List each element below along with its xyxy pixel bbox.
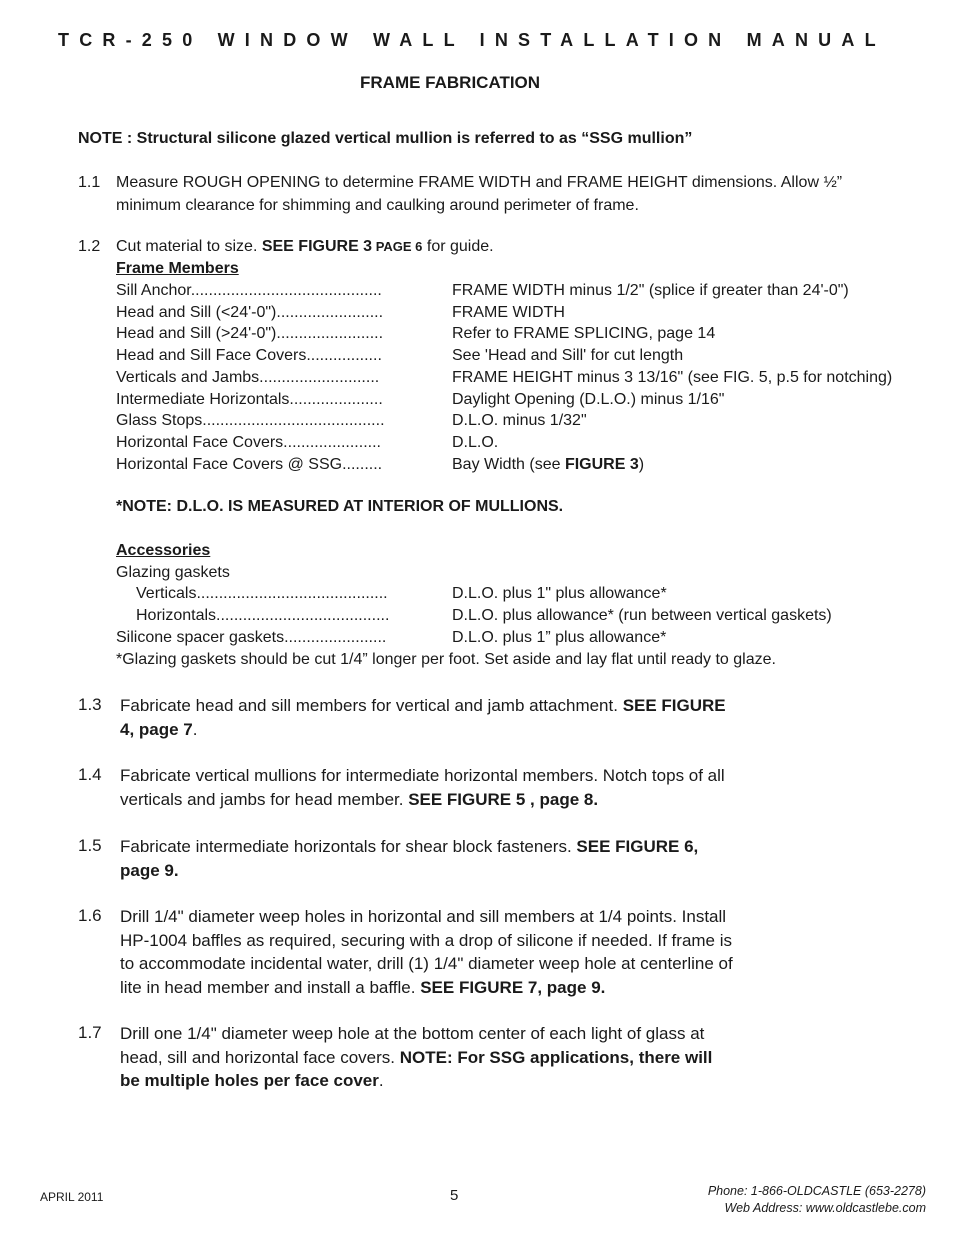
member-label: Glass Stops......................................... xyxy=(116,412,385,429)
member-value: D.L.O. minus 1/32" xyxy=(452,412,587,429)
page-reference: PAGE 6 xyxy=(372,239,423,254)
accessory-label: Verticals........................................... xyxy=(136,585,388,602)
step-line xyxy=(120,718,726,742)
step-number: 1.5 xyxy=(78,836,102,855)
step-number: 1.2 xyxy=(78,238,101,255)
step-line: Measure ROUGH OPENING to determine FRAME WIDTH and FRAME HEIGHT dimensions. Allow ½” xyxy=(116,174,843,191)
member-label: Sill Anchor........................................... xyxy=(116,282,382,299)
page-reference: page 9. xyxy=(120,861,179,880)
step-line xyxy=(120,1069,712,1093)
step-line xyxy=(120,1046,712,1070)
step-line: Drill 1/4" diameter weep holes in horizontal and sill members at 1/4 points. Install xyxy=(120,907,727,926)
figure-reference: SEE FIGURE xyxy=(622,696,726,715)
accessory-value: D.L.O. plus 1” plus allowance* xyxy=(452,629,667,646)
step-text-part: lite in head member and install a baffle. xyxy=(120,977,421,997)
step-line: Drill one 1/4" diameter weep hole at the bottom center of each light of glass at xyxy=(120,1024,705,1043)
step-text-part: Fabricate intermediate horizontals for shear block fasteners. xyxy=(120,837,577,856)
step-text-part: for guide. xyxy=(422,238,494,255)
note-ssg: NOTE : Structural silicone glazed vertical mullion is referred to as “SSG mullion” xyxy=(78,130,693,147)
step-line xyxy=(120,976,733,1000)
member-value: FRAME WIDTH xyxy=(452,304,565,321)
footer-web: Web Address: www.oldcastlebe.com xyxy=(724,1201,926,1215)
step-line xyxy=(120,859,698,883)
gasket-footnote: *Glazing gaskets should be cut 1/4” longer per foot. Set aside and lay flat until ready to glaze. xyxy=(116,651,776,668)
ssg-note: be multiple holes per face cover xyxy=(120,1071,379,1090)
accessories-heading: Accessories xyxy=(116,542,211,559)
step-text-part: Fabricate head and sill members for vertical and jamb attachment. xyxy=(120,696,623,715)
glazing-gaskets-label: Glazing gaskets xyxy=(116,564,230,581)
member-label: Head and Sill Face Covers................. xyxy=(116,347,382,364)
value-part: ) xyxy=(638,456,645,473)
step-number: 1.4 xyxy=(78,765,102,784)
member-value: D.L.O. xyxy=(452,434,499,451)
member-value: Daylight Opening (D.L.O.) minus 1/16" xyxy=(452,391,725,408)
page-number: 5 xyxy=(450,1187,459,1204)
member-label: Intermediate Horizontals..................... xyxy=(116,391,383,408)
frame-members-heading: Frame Members xyxy=(116,260,239,277)
step-number: 1.6 xyxy=(78,906,102,925)
figure-reference: SEE FIGURE 5 , page 8. xyxy=(408,790,599,809)
step-text xyxy=(120,1022,712,1093)
step-text-part: verticals and jambs for head member. xyxy=(120,790,409,809)
section-title: FRAME FABRICATION xyxy=(360,73,541,92)
step-text xyxy=(120,694,726,742)
step-text-part: Cut material to size. xyxy=(116,238,262,255)
accessory-value: D.L.O. plus allowance* (run between vertical gaskets) xyxy=(452,607,832,624)
manual-title: TCR-250 WINDOW WALL INSTALLATION MANUAL xyxy=(58,30,886,50)
member-label: Horizontal Face Covers...................... xyxy=(116,434,381,451)
step-text-part: . xyxy=(192,720,198,739)
figure-reference: SEE FIGURE 7, page 9. xyxy=(420,977,606,997)
accessory-label: Horizontals....................................... xyxy=(136,607,390,624)
accessory-value: D.L.O. plus 1" plus allowance* xyxy=(452,585,667,602)
note-dlo: *NOTE: D.L.O. IS MEASURED AT INTERIOR OF MULLIONS. xyxy=(116,498,564,515)
member-value: FRAME WIDTH minus 1/2" (splice if greater than 24'-0") xyxy=(452,282,849,299)
step-number: 1.3 xyxy=(78,695,102,714)
member-label: Head and Sill (<24'-0")........................ xyxy=(116,304,384,321)
step-text-part: . xyxy=(378,1071,384,1090)
step-number: 1.7 xyxy=(78,1023,102,1042)
step-line xyxy=(120,694,726,718)
footer-contact xyxy=(600,1183,926,1217)
ssg-note: NOTE: For SSG applications, there will xyxy=(399,1047,713,1067)
member-value: FRAME HEIGHT minus 3 13/16" (see FIG. 5, p.5 for notching) xyxy=(452,369,893,386)
step-line xyxy=(120,788,725,812)
step-text xyxy=(120,905,733,999)
step-text xyxy=(116,171,936,217)
accessory-label: Silicone spacer gaskets....................... xyxy=(116,629,387,646)
value-part: Bay Width (see xyxy=(452,456,565,473)
member-value xyxy=(452,456,644,474)
step-line: Fabricate vertical mullions for intermediate horizontal members. Notch tops of all xyxy=(120,766,725,785)
step-text xyxy=(116,238,494,256)
step-line: HP-1004 baffles as required, securing with a drop of silicone if needed. If frame is xyxy=(120,930,733,950)
member-label: Verticals and Jambs........................... xyxy=(116,369,380,386)
step-line xyxy=(120,835,698,859)
step-number: 1.1 xyxy=(78,174,101,191)
step-line: to accommodate incidental water, drill (1) 1/4" diameter weep hole at centerline of xyxy=(120,954,733,973)
step-line: minimum clearance for shimming and caulking around perimeter of frame. xyxy=(116,197,639,214)
page-reference: 4, page 7 xyxy=(120,720,193,739)
member-value: Refer to FRAME SPLICING, page 14 xyxy=(452,325,716,342)
step-text xyxy=(120,764,725,812)
step-text-part: head, sill and horizontal face covers. xyxy=(120,1047,400,1067)
member-label: Head and Sill (>24'-0")........................ xyxy=(116,325,384,342)
step-text xyxy=(120,835,698,883)
member-value: See 'Head and Sill' for cut length xyxy=(452,347,684,364)
figure-reference: FIGURE 3 xyxy=(564,456,639,473)
footer-date: APRIL 2011 xyxy=(40,1190,104,1204)
figure-reference: SEE FIGURE 3 xyxy=(261,238,373,255)
footer-phone: Phone: 1-866-OLDCASTLE (653-2278) xyxy=(707,1184,926,1198)
member-label: Horizontal Face Covers @ SSG......... xyxy=(116,456,383,473)
figure-reference: SEE FIGURE 6, xyxy=(576,837,699,856)
